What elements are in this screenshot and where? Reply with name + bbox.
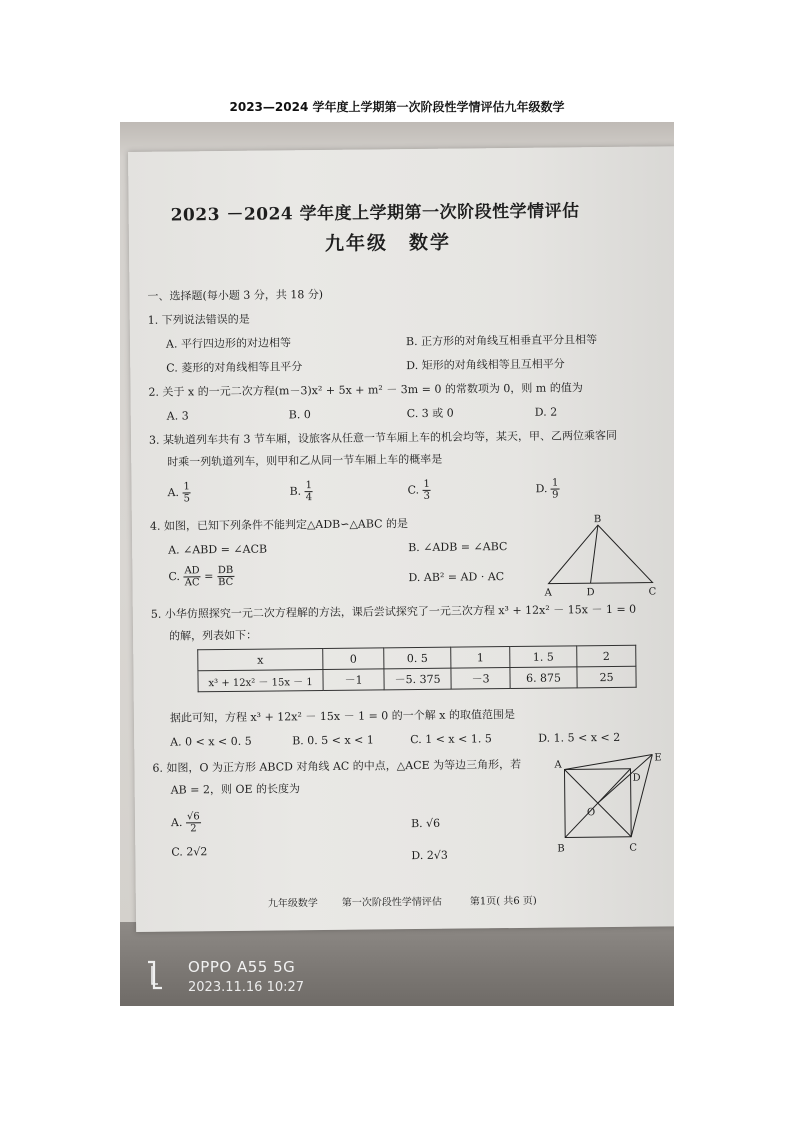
q6-option-b: B. √6: [410, 816, 441, 831]
denominator: 9: [551, 489, 559, 501]
table-cell: －3: [451, 668, 510, 690]
q3-option-d: [535, 478, 559, 501]
q4-option-b: B. ∠ADB = ∠ABC: [408, 540, 508, 555]
footer-exam-name: 第一次阶段性学情评估: [341, 896, 442, 909]
q4-fraction-right: [217, 565, 235, 588]
q2-option-b: B. 0: [288, 408, 311, 422]
numerator: √6: [186, 811, 200, 823]
q3-option-b-fraction: [305, 480, 314, 503]
segment-ce: [630, 755, 653, 837]
q1-option-b: B. 正方形的对角线互相垂直平分且相等: [405, 333, 598, 349]
q2-stem: 2. 关于 x 的一元二次方程(m－3)x² + 5x + m² － 3m = 0 的常数项为 0，则 m 的值为: [148, 381, 583, 399]
table-cell: 6. 875: [510, 667, 577, 689]
segment-ae: [564, 755, 652, 770]
label-b: B: [593, 514, 602, 526]
denominator: 4: [305, 492, 313, 504]
q6-stem-line1: 6. 如图，O 为正方形 ABCD 对角线 AC 的中点，△ACE 为等边三角形，若: [152, 757, 522, 775]
equals-sign: =: [204, 569, 214, 583]
q6-option-d: D. 2√3: [411, 848, 448, 863]
q3-option-d-fraction: [551, 478, 560, 501]
footer-page-number: 第1页( 共6 页): [469, 895, 537, 908]
q6-square-figure: [552, 750, 669, 861]
q1-option-d: D. 矩形的对角线相等且互相平分: [406, 357, 565, 373]
q6-option-a: [171, 811, 201, 834]
q1-option-c: C. 菱形的对角线相等且平分: [166, 360, 303, 375]
q3-option-a-label: A.: [167, 485, 180, 500]
q3-option-a-fraction: [182, 481, 191, 504]
q2-option-c: C. 3 或 0: [406, 406, 454, 421]
numerator: 1: [305, 480, 313, 492]
section-heading: 一、选择题(每小题 3 分，共 18 分): [147, 287, 324, 303]
footer-subject: 九年级数学: [267, 898, 318, 910]
q4-option-d: D. AB² = AD · AC: [408, 570, 505, 585]
denominator: 3: [423, 490, 431, 502]
q4-triangle-figure: [534, 512, 661, 599]
label-a: A: [544, 587, 552, 599]
q4-option-c-label: C.: [168, 569, 181, 584]
denominator: AC: [184, 577, 200, 589]
q4-option-c: [168, 565, 234, 589]
table-cell: 1. 5: [510, 646, 577, 668]
q4-option-a: A. ∠ABD = ∠ACB: [168, 542, 268, 557]
table-cell: －5. 375: [384, 668, 451, 690]
numerator: DB: [217, 564, 234, 577]
exam-sheet: [128, 146, 674, 932]
q3-stem-line2: 时乘一列轨道列车，则甲和乙从同一节车厢上车的概率是: [167, 452, 443, 469]
exam-photo: [120, 122, 674, 1006]
table-cell: 0. 5: [384, 647, 451, 669]
q5-value-table: [197, 645, 636, 693]
label-b: B: [557, 843, 565, 855]
q4-fraction-left: [183, 565, 200, 588]
label-e: E: [654, 752, 662, 764]
q6-option-a-label: A.: [170, 815, 183, 830]
label-d: D: [632, 772, 641, 784]
q3-option-b-label: B.: [289, 484, 302, 498]
denominator: BC: [218, 576, 234, 589]
exam-subtitle: 九年级 数学: [324, 231, 452, 255]
q5-stem-line2: 的解，列表如下：: [169, 628, 258, 643]
q3-stem-line1: 3. 某轨道列车共有 3 节车厢，设旅客从任意一节车厢上车的机会均等，某天，甲、乙两位乘客同: [148, 428, 618, 447]
q5-option-c: C. 1 < x < 1. 5: [410, 732, 492, 747]
table-row: [198, 666, 636, 692]
q1-stem: 1. 下列说法错误的是: [147, 312, 250, 327]
table-cell: x: [198, 648, 323, 670]
camera-watermark-icon: [146, 960, 164, 994]
q5-option-d: D. 1. 5 < x < 2: [538, 730, 621, 745]
q2-option-a: A. 3: [166, 409, 189, 423]
label-c: C: [629, 842, 638, 854]
q5-option-b: B. 0. 5 < x < 1: [292, 733, 374, 748]
label-o: O: [586, 807, 596, 819]
q3-option-c: [407, 479, 431, 502]
q3-option-d-label: D.: [535, 482, 548, 496]
segment-oe: [597, 755, 652, 804]
denominator: 5: [183, 493, 191, 505]
table-cell: －1: [323, 669, 384, 691]
q5-conclusion: 据此可知，方程 x³ + 12x² － 15x － 1 = 0 的一个解 x 的取值范围是: [169, 707, 516, 725]
q5-stem-line1: 5. 小华仿照探究一元二次方程解的方法，课后尝试探究了一元三次方程 x³ + 12x² － 15x － 1 = 0: [150, 602, 637, 621]
table-cell: 0: [323, 648, 384, 670]
q2-option-d: D. 2: [534, 405, 558, 419]
q3-option-b: [289, 480, 313, 503]
table-cell: 1: [451, 647, 510, 669]
exam-title: 2023 －2024 学年度上学期第一次阶段性学情评估: [170, 201, 580, 226]
numerator: 1: [183, 481, 190, 493]
q5-option-a: A. 0 < x < 0. 5: [170, 734, 252, 749]
q6-stem-line2: AB = 2，则 OE 的长度为: [170, 782, 301, 797]
label-c: C: [648, 586, 657, 598]
numerator: 1: [423, 478, 430, 490]
denominator: 2: [190, 823, 197, 835]
table-cell: x³ + 12x² － 15x － 1: [198, 669, 323, 691]
table-cell: 2: [577, 645, 636, 667]
label-d: D: [586, 587, 595, 599]
camera-brand-watermark: OPPO A55 5G: [188, 958, 296, 976]
table-cell: 25: [577, 666, 636, 688]
q6-option-a-fraction: [186, 811, 201, 834]
q1-option-a: A. 平行四边形的对边相等: [165, 336, 292, 351]
camera-timestamp-watermark: 2023.11.16 10:27: [188, 980, 305, 995]
q6-option-c: C. 2√2: [171, 845, 208, 859]
q3-option-a: [167, 481, 191, 504]
q3-option-c-fraction: [422, 479, 431, 502]
numerator: AD: [184, 565, 200, 577]
q4-stem: 4. 如图，已知下列条件不能判定△ADB∽△ABC 的是: [149, 517, 409, 533]
q3-option-c-label: C.: [407, 483, 420, 497]
label-a: A: [554, 759, 562, 771]
triangle-abc: [548, 525, 653, 584]
numerator: 1: [551, 477, 559, 489]
document-title: 2023—2024 学年度上学期第一次阶段性学情评估九年级数学: [229, 100, 565, 114]
